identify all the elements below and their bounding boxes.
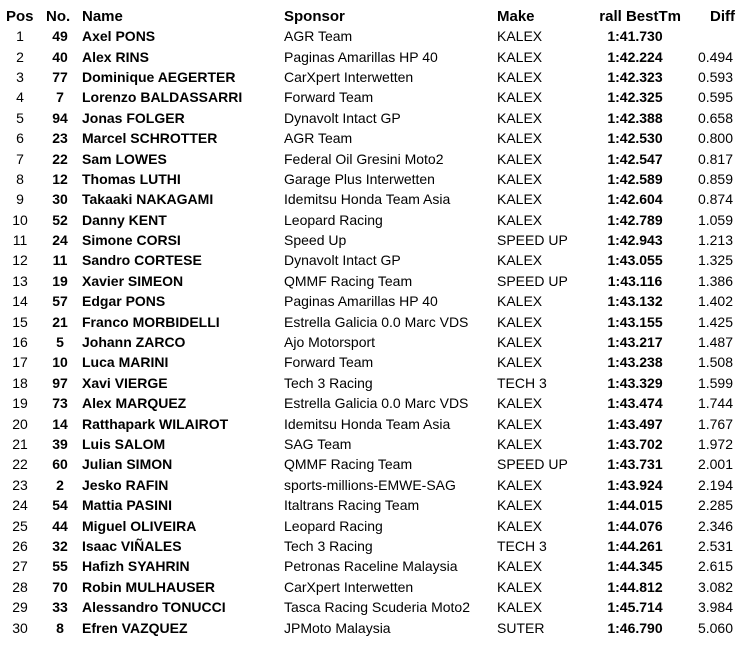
cell-rider-name: Thomas LUTHI [82,170,181,187]
cell-rider-name: Dominique AEGERTER [82,68,236,85]
cell-best-time: 1:42.604 [607,191,663,208]
cell-diff: 1.386 [697,272,733,289]
cell-diff: 0.595 [697,89,733,106]
cell-number: 2 [56,476,64,493]
cell-number: 12 [52,170,68,187]
cell-rider-name: Takaaki NAKAGAMI [82,191,214,208]
cell-sponsor: Dynavolt Intact GP [284,252,401,269]
header-make: Make [497,7,535,25]
cell-rider-name: Mattia PASINI [82,497,172,514]
cell-best-time: 1:43.329 [607,374,663,391]
table-row [0,434,745,454]
cell-best-time: 1:41.730 [607,28,663,45]
cell-number: 40 [52,48,68,65]
cell-number: 77 [52,68,68,85]
cell-best-time: 1:46.790 [607,619,663,636]
cell-best-time: 1:42.325 [607,89,663,106]
cell-best-time: 1:44.345 [607,558,663,575]
cell-pos: 29 [12,599,28,616]
cell-make: KALEX [497,170,543,187]
cell-number: 73 [52,395,68,412]
cell-best-time: 1:42.224 [607,48,663,65]
cell-rider-name: Sandro CORTESE [82,252,202,269]
cell-number: 55 [52,558,68,575]
table-row [0,454,745,474]
cell-best-time: 1:43.055 [607,252,663,269]
table-row [0,67,745,87]
cell-make: TECH 3 [497,537,547,554]
cell-pos: 11 [12,232,28,249]
table-row [0,87,745,107]
cell-rider-name: Xavier SIMEON [82,272,184,289]
cell-make: KALEX [497,48,543,65]
cell-sponsor: sports-millions-EMWE-SAG [284,476,456,493]
cell-make: KALEX [497,109,543,126]
header-diff: Diff [710,7,735,25]
header-sponsor: Sponsor [284,7,345,25]
cell-diff: 2.346 [697,517,733,534]
cell-number: 70 [52,578,68,595]
cell-sponsor: Paginas Amarillas HP 40 [284,48,438,65]
cell-best-time: 1:43.731 [607,456,663,473]
table-row [0,617,745,637]
table-row [0,311,745,331]
table-row [0,597,745,617]
table-row [0,271,745,291]
cell-number: 39 [52,436,68,452]
cell-make: KALEX [497,497,543,514]
cell-number: 11 [52,252,68,269]
cell-diff: 1.744 [697,395,733,412]
cell-number: 60 [52,456,68,473]
cell-diff: 0.800 [697,130,733,147]
cell-rider-name: Simone CORSI [82,232,181,249]
cell-best-time: 1:44.076 [607,517,663,534]
cell-make: SUTER [497,619,545,636]
cell-rider-name: Hafizh SYAHRIN [82,558,190,575]
cell-sponsor: AGR Team [284,28,353,45]
cell-diff: 2.615 [697,558,733,575]
cell-sponsor: JPMoto Malaysia [284,619,391,636]
cell-make: TECH 3 [497,374,547,391]
cell-sponsor: CarXpert Interwetten [284,68,414,85]
table-row [0,169,745,189]
cell-diff: 1.059 [697,211,733,228]
cell-best-time: 1:43.238 [607,354,663,371]
cell-pos: 28 [12,578,28,595]
cell-number: 32 [52,537,68,554]
cell-diff: 3.984 [697,599,733,616]
cell-sponsor: SAG Team [284,436,352,452]
results-table [0,6,745,638]
cell-sponsor: CarXpert Interwetten [284,578,414,595]
cell-diff: 2.531 [697,537,733,554]
cell-pos: 14 [12,293,28,310]
cell-make: SPEED UP [497,456,568,473]
cell-pos: 8 [16,170,24,187]
cell-diff: 0.874 [697,191,733,208]
cell-best-time: 1:43.924 [607,476,663,493]
cell-number: 8 [56,619,64,636]
cell-pos: 19 [12,395,28,412]
cell-pos: 20 [12,415,28,432]
cell-sponsor: Ajo Motorsport [284,334,376,351]
table-row [0,26,745,46]
cell-diff: 1.972 [697,436,733,452]
cell-diff: 1.487 [697,334,733,351]
cell-rider-name: Ratthapark WILAIROT [82,415,229,432]
cell-best-time: 1:44.015 [607,497,663,514]
cell-diff: 3.082 [697,578,733,595]
cell-pos: 9 [16,191,24,208]
cell-rider-name: Jonas FOLGER [82,109,185,126]
cell-rider-name: Jesko RAFIN [82,476,169,493]
cell-diff: 2.194 [697,476,733,493]
cell-make: KALEX [497,415,543,432]
cell-sponsor: Estrella Galicia 0.0 Marc VDS [284,313,469,330]
cell-number: 22 [52,150,68,167]
table-row [0,128,745,148]
cell-number: 19 [52,272,68,289]
cell-sponsor: QMMF Racing Team [284,456,413,473]
cell-rider-name: Julian SIMON [82,456,173,473]
cell-pos: 2 [16,48,24,65]
cell-diff: 5.060 [697,619,733,636]
cell-make: KALEX [497,211,543,228]
cell-pos: 26 [12,537,28,554]
cell-sponsor: Leopard Racing [284,211,383,228]
cell-number: 57 [52,293,68,310]
table-row [0,373,745,393]
header-no: No. [46,7,71,25]
cell-pos: 4 [16,89,24,106]
table-row [0,189,745,209]
cell-pos: 30 [12,619,28,636]
cell-sponsor: AGR Team [284,130,353,147]
cell-rider-name: Isaac VIÑALES [82,537,182,554]
cell-make: KALEX [497,578,543,595]
cell-make: KALEX [497,354,543,371]
cell-pos: 25 [12,517,28,534]
cell-rider-name: Alex MARQUEZ [82,395,187,412]
table-row [0,332,745,352]
cell-number: 24 [52,232,68,249]
cell-rider-name: Miguel OLIVEIRA [82,517,197,534]
cell-sponsor: Forward Team [284,354,374,371]
cell-best-time: 1:42.943 [607,232,663,249]
cell-rider-name: Luca MARINI [82,354,169,371]
cell-sponsor: Paginas Amarillas HP 40 [284,293,438,310]
cell-sponsor: Leopard Racing [284,517,383,534]
cell-pos: 15 [12,313,28,330]
table-row [0,475,745,495]
cell-pos: 24 [12,497,28,514]
cell-make: KALEX [497,252,543,269]
cell-diff: 1.508 [697,354,733,371]
cell-sponsor: Estrella Galicia 0.0 Marc VDS [284,395,469,412]
cell-diff [681,26,745,46]
cell-sponsor: Tech 3 Racing [284,374,373,391]
cell-best-time: 1:42.789 [607,211,663,228]
cell-rider-name: Lorenzo BALDASSARRI [82,89,243,106]
cell-number: 49 [52,28,68,45]
cell-make: KALEX [497,130,543,147]
cell-best-time: 1:42.547 [607,150,663,167]
cell-diff: 1.599 [697,374,733,391]
cell-pos: 7 [16,150,24,167]
cell-make: KALEX [497,334,543,351]
table-row [0,556,745,576]
cell-number: 30 [52,191,68,208]
cell-sponsor: Tech 3 Racing [284,537,373,554]
cell-number: 10 [52,354,68,371]
cell-best-time: 1:45.714 [607,599,663,616]
cell-make: KALEX [497,89,543,106]
cell-best-time: 1:43.497 [607,415,663,432]
cell-sponsor: Tasca Racing Scuderia Moto2 [284,599,470,616]
cell-number: 5 [56,334,64,351]
cell-make: KALEX [497,395,543,412]
cell-pos: 16 [12,334,28,351]
cell-sponsor: Idemitsu Honda Team Asia [284,191,451,208]
cell-make: KALEX [497,476,543,493]
cell-number: 33 [52,599,68,616]
cell-number: 94 [52,109,68,126]
table-row [0,413,745,433]
cell-number: 97 [52,374,68,391]
cell-make: KALEX [497,558,543,575]
table-row [0,536,745,556]
cell-pos: 17 [12,354,28,371]
cell-make: KALEX [497,313,543,330]
cell-sponsor: Dynavolt Intact GP [284,109,401,126]
cell-rider-name: Sam LOWES [82,150,167,167]
cell-diff: 1.767 [697,415,733,432]
table-row [0,291,745,311]
cell-rider-name: Alex RINS [82,48,149,65]
table-row [0,515,745,535]
cell-make: KALEX [497,599,543,616]
cell-best-time: 1:43.116 [607,272,663,289]
cell-make: KALEX [497,191,543,208]
cell-pos: 6 [16,130,24,147]
cell-pos: 22 [12,456,28,473]
cell-make: KALEX [497,150,543,167]
cell-make: KALEX [497,293,543,310]
cell-rider-name: Johann ZARCO [82,334,186,351]
cell-sponsor: QMMF Racing Team [284,272,413,289]
cell-sponsor: Italtrans Racing Team [284,497,420,514]
cell-pos: 18 [12,374,28,391]
header-row [0,6,745,26]
cell-diff: 0.593 [697,68,733,85]
cell-rider-name: Edgar PONS [82,293,166,310]
cell-make: KALEX [497,68,543,85]
cell-pos: 23 [12,476,28,493]
cell-number: 52 [52,211,68,228]
cell-pos: 13 [12,272,28,289]
cell-best-time: 1:43.702 [607,436,663,452]
cell-diff: 1.425 [697,313,733,330]
cell-rider-name: Franco MORBIDELLI [82,313,220,330]
cell-rider-name: Danny KENT [82,211,167,228]
cell-sponsor: Idemitsu Honda Team Asia [284,415,451,432]
cell-diff: 1.325 [697,252,733,269]
cell-make: SPEED UP [497,272,568,289]
cell-pos: 12 [12,252,28,269]
table-row [0,577,745,597]
cell-pos: 27 [12,558,28,575]
cell-number: 21 [52,313,68,330]
cell-pos: 3 [16,68,24,85]
cell-diff: 1.402 [697,293,733,310]
cell-rider-name: Xavi VIERGE [82,374,168,391]
cell-best-time: 1:42.323 [607,68,663,85]
cell-sponsor: Speed Up [284,232,347,249]
cell-best-time: 1:42.589 [607,170,663,187]
table-row [0,148,745,168]
cell-best-time: 1:43.155 [607,313,663,330]
cell-sponsor: Petronas Raceline Malaysia [284,558,458,575]
cell-rider-name: Efren VAZQUEZ [82,619,188,636]
cell-best-time: 1:42.388 [607,109,663,126]
cell-pos: 5 [16,109,24,126]
table-row [0,250,745,270]
cell-diff: 2.001 [697,456,733,473]
cell-sponsor: Forward Team [284,89,374,106]
cell-diff: 0.494 [697,48,733,65]
table-row [0,210,745,230]
cell-diff: 2.285 [697,497,733,514]
table-row [0,230,745,250]
cell-rider-name: Alessandro TONUCCI [82,599,226,616]
cell-number: 7 [56,89,64,106]
table-row [0,108,745,128]
cell-pos: 10 [12,211,28,228]
cell-diff: 0.817 [697,150,733,167]
cell-best-time: 1:42.530 [607,130,663,147]
cell-sponsor: Garage Plus Interwetten [284,170,435,187]
cell-number: 14 [52,415,68,432]
cell-best-time: 1:44.812 [607,578,663,595]
cell-number: 44 [52,517,68,534]
cell-best-time: 1:43.132 [607,293,663,310]
header-name: Name [82,7,123,25]
cell-rider-name: Marcel SCHROTTER [82,130,218,147]
cell-pos: 21 [12,436,28,452]
cell-number: 54 [52,497,68,514]
table-row [0,393,745,413]
cell-rider-name: Luis SALOM [82,436,166,452]
header-best-time: rall BestTm [599,7,681,25]
cell-best-time: 1:44.261 [607,537,663,554]
results-body [0,26,745,638]
cell-best-time: 1:43.474 [607,395,663,412]
cell-diff: 1.213 [697,232,733,249]
cell-rider-name: Axel PONS [82,28,156,45]
cell-make: KALEX [497,436,543,452]
cell-diff: 0.859 [697,170,733,187]
cell-make: SPEED UP [497,232,568,249]
table-row [0,495,745,515]
cell-number: 23 [52,130,68,147]
cell-rider-name: Robin MULHAUSER [82,578,215,595]
cell-sponsor: Federal Oil Gresini Moto2 [284,150,444,167]
cell-make: KALEX [497,28,543,45]
cell-make: KALEX [497,517,543,534]
cell-best-time: 1:43.217 [607,334,663,351]
header-pos: Pos [6,7,34,25]
cell-diff: 0.658 [697,109,733,126]
cell-pos: 1 [16,28,24,45]
table-row [0,46,745,66]
table-row [0,352,745,372]
